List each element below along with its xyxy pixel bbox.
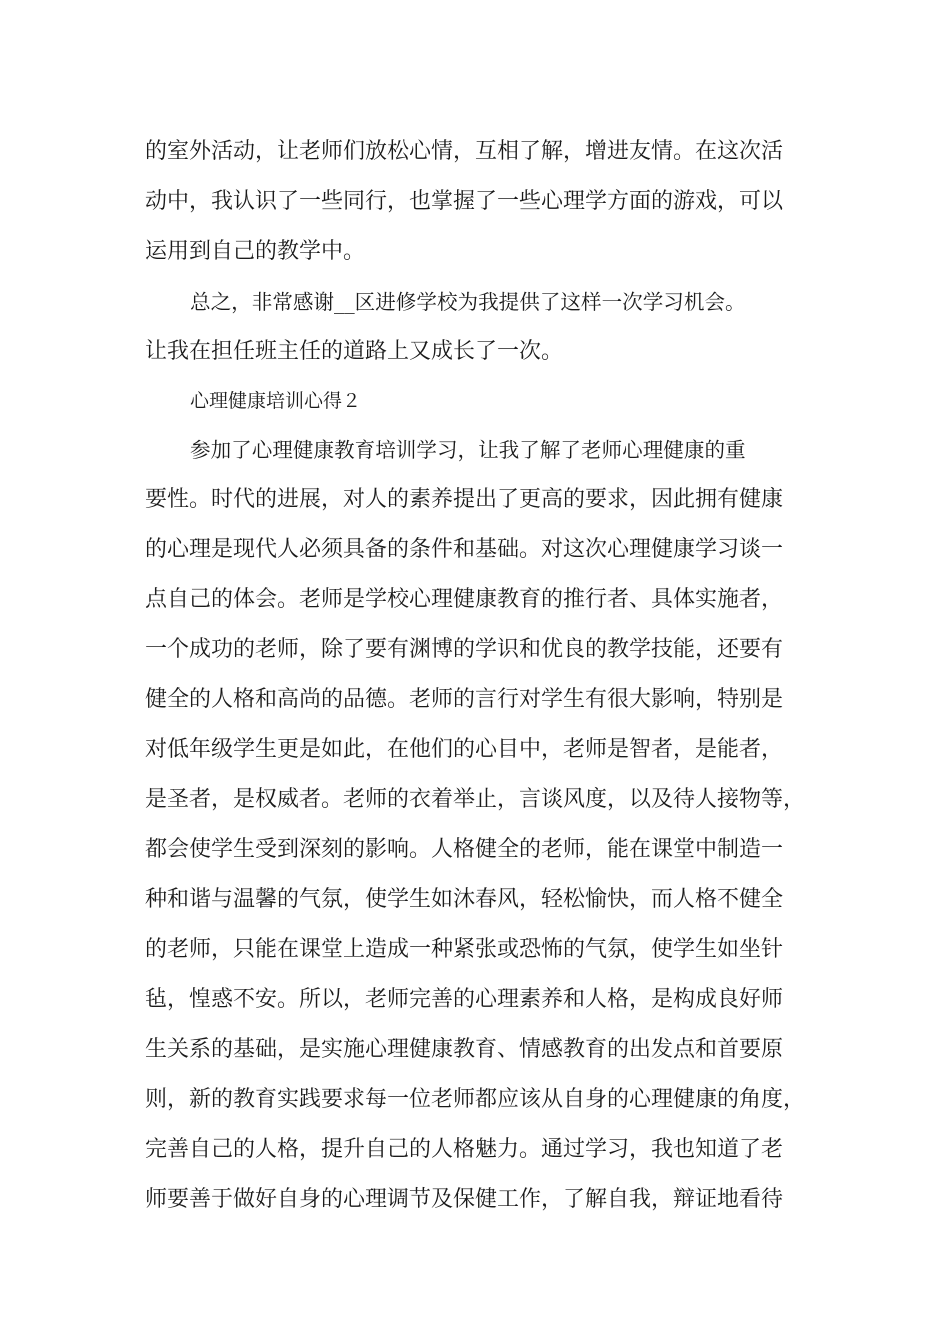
paragraph-3-line-5: 一个成功的老师，除了要有渊博的学识和优良的教学技能，还要有 (145, 637, 784, 662)
paragraph-1-line-2: 动中，我认识了一些同行，也掌握了一些心理学方面的游戏，可以 (145, 189, 784, 214)
paragraph-3-line-7: 对低年级学生更是如此，在他们的心目中，老师是智者，是能者， (145, 737, 784, 762)
paragraph-2-line-1: 总之，非常感谢__区进修学校为我提供了这样一次学习机会。 (190, 290, 746, 314)
paragraph-3-line-6: 健全的人格和高尚的品德。老师的言行对学生有很大影响，特别是 (145, 687, 784, 712)
paragraph-3-line-4: 点自己的体会。老师是学校心理健康教育的推行者、具体实施者， (145, 587, 784, 612)
paragraph-3-line-1: 参加了心理健康教育培训学习，让我了解了老师心理健康的重 (190, 438, 746, 462)
paragraph-2-line-2: 让我在担任班主任的道路上又成长了一次。 (145, 339, 564, 364)
paragraph-3-line-11: 的老师，只能在课堂上造成一种紧张或恐怖的气氛，使学生如坐针 (145, 937, 784, 962)
paragraph-3-line-3: 的心理是现代人必须具备的条件和基础。对这次心理健康学习谈一 (145, 537, 784, 562)
paragraph-1-line-1: 的室外活动，让老师们放松心情，互相了解，增进友情。在这次活 (145, 139, 784, 164)
paragraph-1-line-3: 运用到自己的教学中。 (145, 239, 366, 264)
paragraph-3-line-10: 种和谐与温馨的气氛，使学生如沐春风，轻松愉快，而人格不健全 (145, 887, 784, 912)
paragraph-3-line-12: 毡，惶惑不安。所以，老师完善的心理素养和人格，是构成良好师 (145, 987, 784, 1012)
paragraph-3-line-14: 则，新的教育实践要求每一位老师都应该从自身的心理健康的角度， (145, 1087, 806, 1112)
section-heading: 心理健康培训心得２ (190, 390, 362, 412)
paragraph-3-line-2: 要性。时代的进展，对人的素养提出了更高的要求，因此拥有健康 (145, 487, 784, 512)
paragraph-3-line-15: 完善自己的人格，提升自己的人格魅力。通过学习，我也知道了老 (145, 1137, 784, 1162)
paragraph-3-line-9: 都会使学生受到深刻的影响。人格健全的老师，能在课堂中制造一 (145, 837, 784, 862)
paragraph-3-line-8: 是圣者，是权威者。老师的衣着举止，言谈风度，以及待人接物等， (145, 787, 806, 812)
paragraph-3-line-13: 生关系的基础，是实施心理健康教育、情感教育的出发点和首要原 (145, 1037, 784, 1062)
paragraph-3-line-16: 师要善于做好自身的心理调节及保健工作，了解自我，辩证地看待 (145, 1187, 784, 1212)
